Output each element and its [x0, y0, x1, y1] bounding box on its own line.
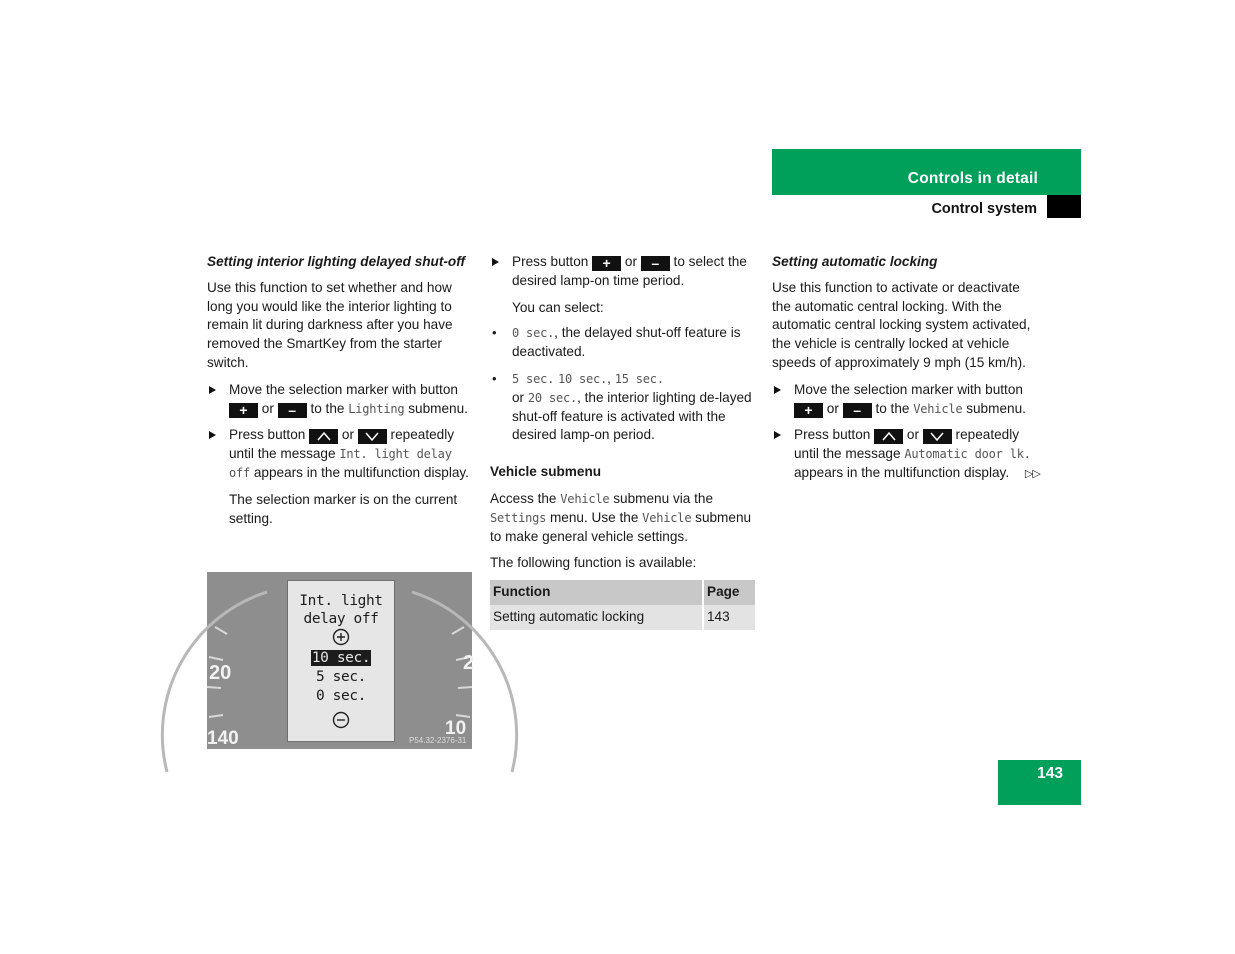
- following-text: The following function is available:: [490, 555, 697, 571]
- option-activated: • 5 sec. 10 sec., 15 sec. or 20 sec., the interior lighting de-layed shut-off feature is activated with the desired lamp-on period.: [492, 370, 752, 443]
- display-screen: [287, 580, 395, 742]
- continue-arrows-icon: ▷▷: [1024, 467, 1040, 480]
- plus-button-icon: +: [592, 256, 621, 271]
- arrow-icon: [774, 386, 781, 394]
- step-move-marker: Move the selection marker with button + or – to the Vehicle submenu.: [772, 381, 1040, 419]
- gauge-label: 10: [445, 718, 467, 739]
- heading-interior-lighting: Setting interior lighting delayed shut-off: [207, 254, 466, 269]
- column-3: [772, 253, 1040, 484]
- display-message: Int. light delay off: [229, 447, 452, 480]
- column-2: [490, 253, 758, 573]
- table-cell: Setting automatic locking: [490, 605, 703, 630]
- step-move-marker: Move the selection marker with button + or – to the Lighting submenu.: [207, 381, 475, 419]
- display-message: Automatic door lk.: [904, 447, 1031, 462]
- intro-paragraph: Use this function to activate or deactivate the automatic central locking. With the automatic central locking system activated, the vehicle is centrally locked at vehicle speeds of approximately 9 mph (15 km/h).: [772, 279, 1031, 370]
- header-marker: [1047, 195, 1081, 218]
- plus-button-icon: +: [229, 403, 258, 418]
- function-table: [490, 580, 755, 630]
- menu-name: Vehicle: [913, 401, 963, 416]
- up-button-icon: [309, 429, 338, 444]
- page-number: 143: [1037, 765, 1063, 782]
- screen-line: delay off: [303, 611, 379, 627]
- gauge-label: 140: [207, 728, 239, 749]
- minus-button-icon: –: [843, 403, 872, 418]
- table-header-cell: Page: [703, 580, 755, 605]
- down-button-icon: [358, 429, 387, 444]
- heading-automatic-locking: Setting automatic locking: [772, 254, 938, 269]
- figure-reference: P54.32-2376-31: [409, 736, 467, 745]
- plus-button-icon: +: [794, 403, 823, 418]
- plus-circle-icon: [332, 628, 350, 652]
- arrow-icon: [209, 431, 216, 439]
- subsection-title: Control system: [931, 201, 1037, 217]
- arrow-icon: [209, 386, 216, 394]
- step-press-button: Press button or repeatedly until the message Int. light delay off appears in the multifunction display.: [207, 426, 475, 482]
- intro-paragraph: Use this function to set whether and how long you would like the interior lighting to remain lit during darkness after you have removed the SmartKey from the starter switch.: [207, 279, 453, 370]
- minus-button-icon: –: [278, 403, 307, 418]
- column-1: [207, 253, 475, 528]
- step-select-period: Press button + or – to select the desired lamp-on time period.: [490, 253, 758, 291]
- note-selection-marker: The selection marker is on the current setting.: [229, 491, 458, 526]
- bullet-icon: •: [492, 325, 497, 341]
- screen-line: Int. light: [299, 593, 383, 609]
- screen-option: 0 sec.: [316, 688, 366, 704]
- minus-button-icon: –: [641, 256, 670, 271]
- screen-option: 5 sec.: [316, 669, 366, 685]
- menu-name: Lighting: [348, 401, 405, 416]
- selected-option: 10 sec.: [311, 650, 371, 666]
- multifunction-display-image: [207, 572, 475, 749]
- option-deactivated: • 0 sec., the delayed shut-off feature is deactivated.: [492, 325, 741, 360]
- table-row: [490, 605, 755, 630]
- table-cell: 143: [703, 605, 755, 630]
- up-button-icon: [874, 429, 903, 444]
- access-paragraph: Access the Vehicle submenu via the Settings menu. Use the Vehicle submenu to make general vehicle settings.: [490, 490, 752, 544]
- gauge-label: 2: [463, 652, 475, 674]
- bullet-icon: •: [492, 370, 497, 386]
- gauge-label: 20: [209, 662, 232, 684]
- table-header-row: [490, 580, 755, 605]
- section-title: Controls in detail: [907, 170, 1038, 187]
- arrow-icon: [492, 258, 499, 266]
- down-button-icon: [923, 429, 952, 444]
- arrow-icon: [774, 431, 781, 439]
- minus-circle-icon: [332, 711, 350, 735]
- heading-vehicle-submenu: Vehicle submenu: [490, 464, 602, 480]
- step-press-button: Press button or repeatedly until the message Automatic door lk. appears in the multifunction display. ▷▷: [772, 426, 1040, 483]
- can-select-text: You can select:: [512, 299, 604, 315]
- table-header-cell: Function: [490, 580, 703, 605]
